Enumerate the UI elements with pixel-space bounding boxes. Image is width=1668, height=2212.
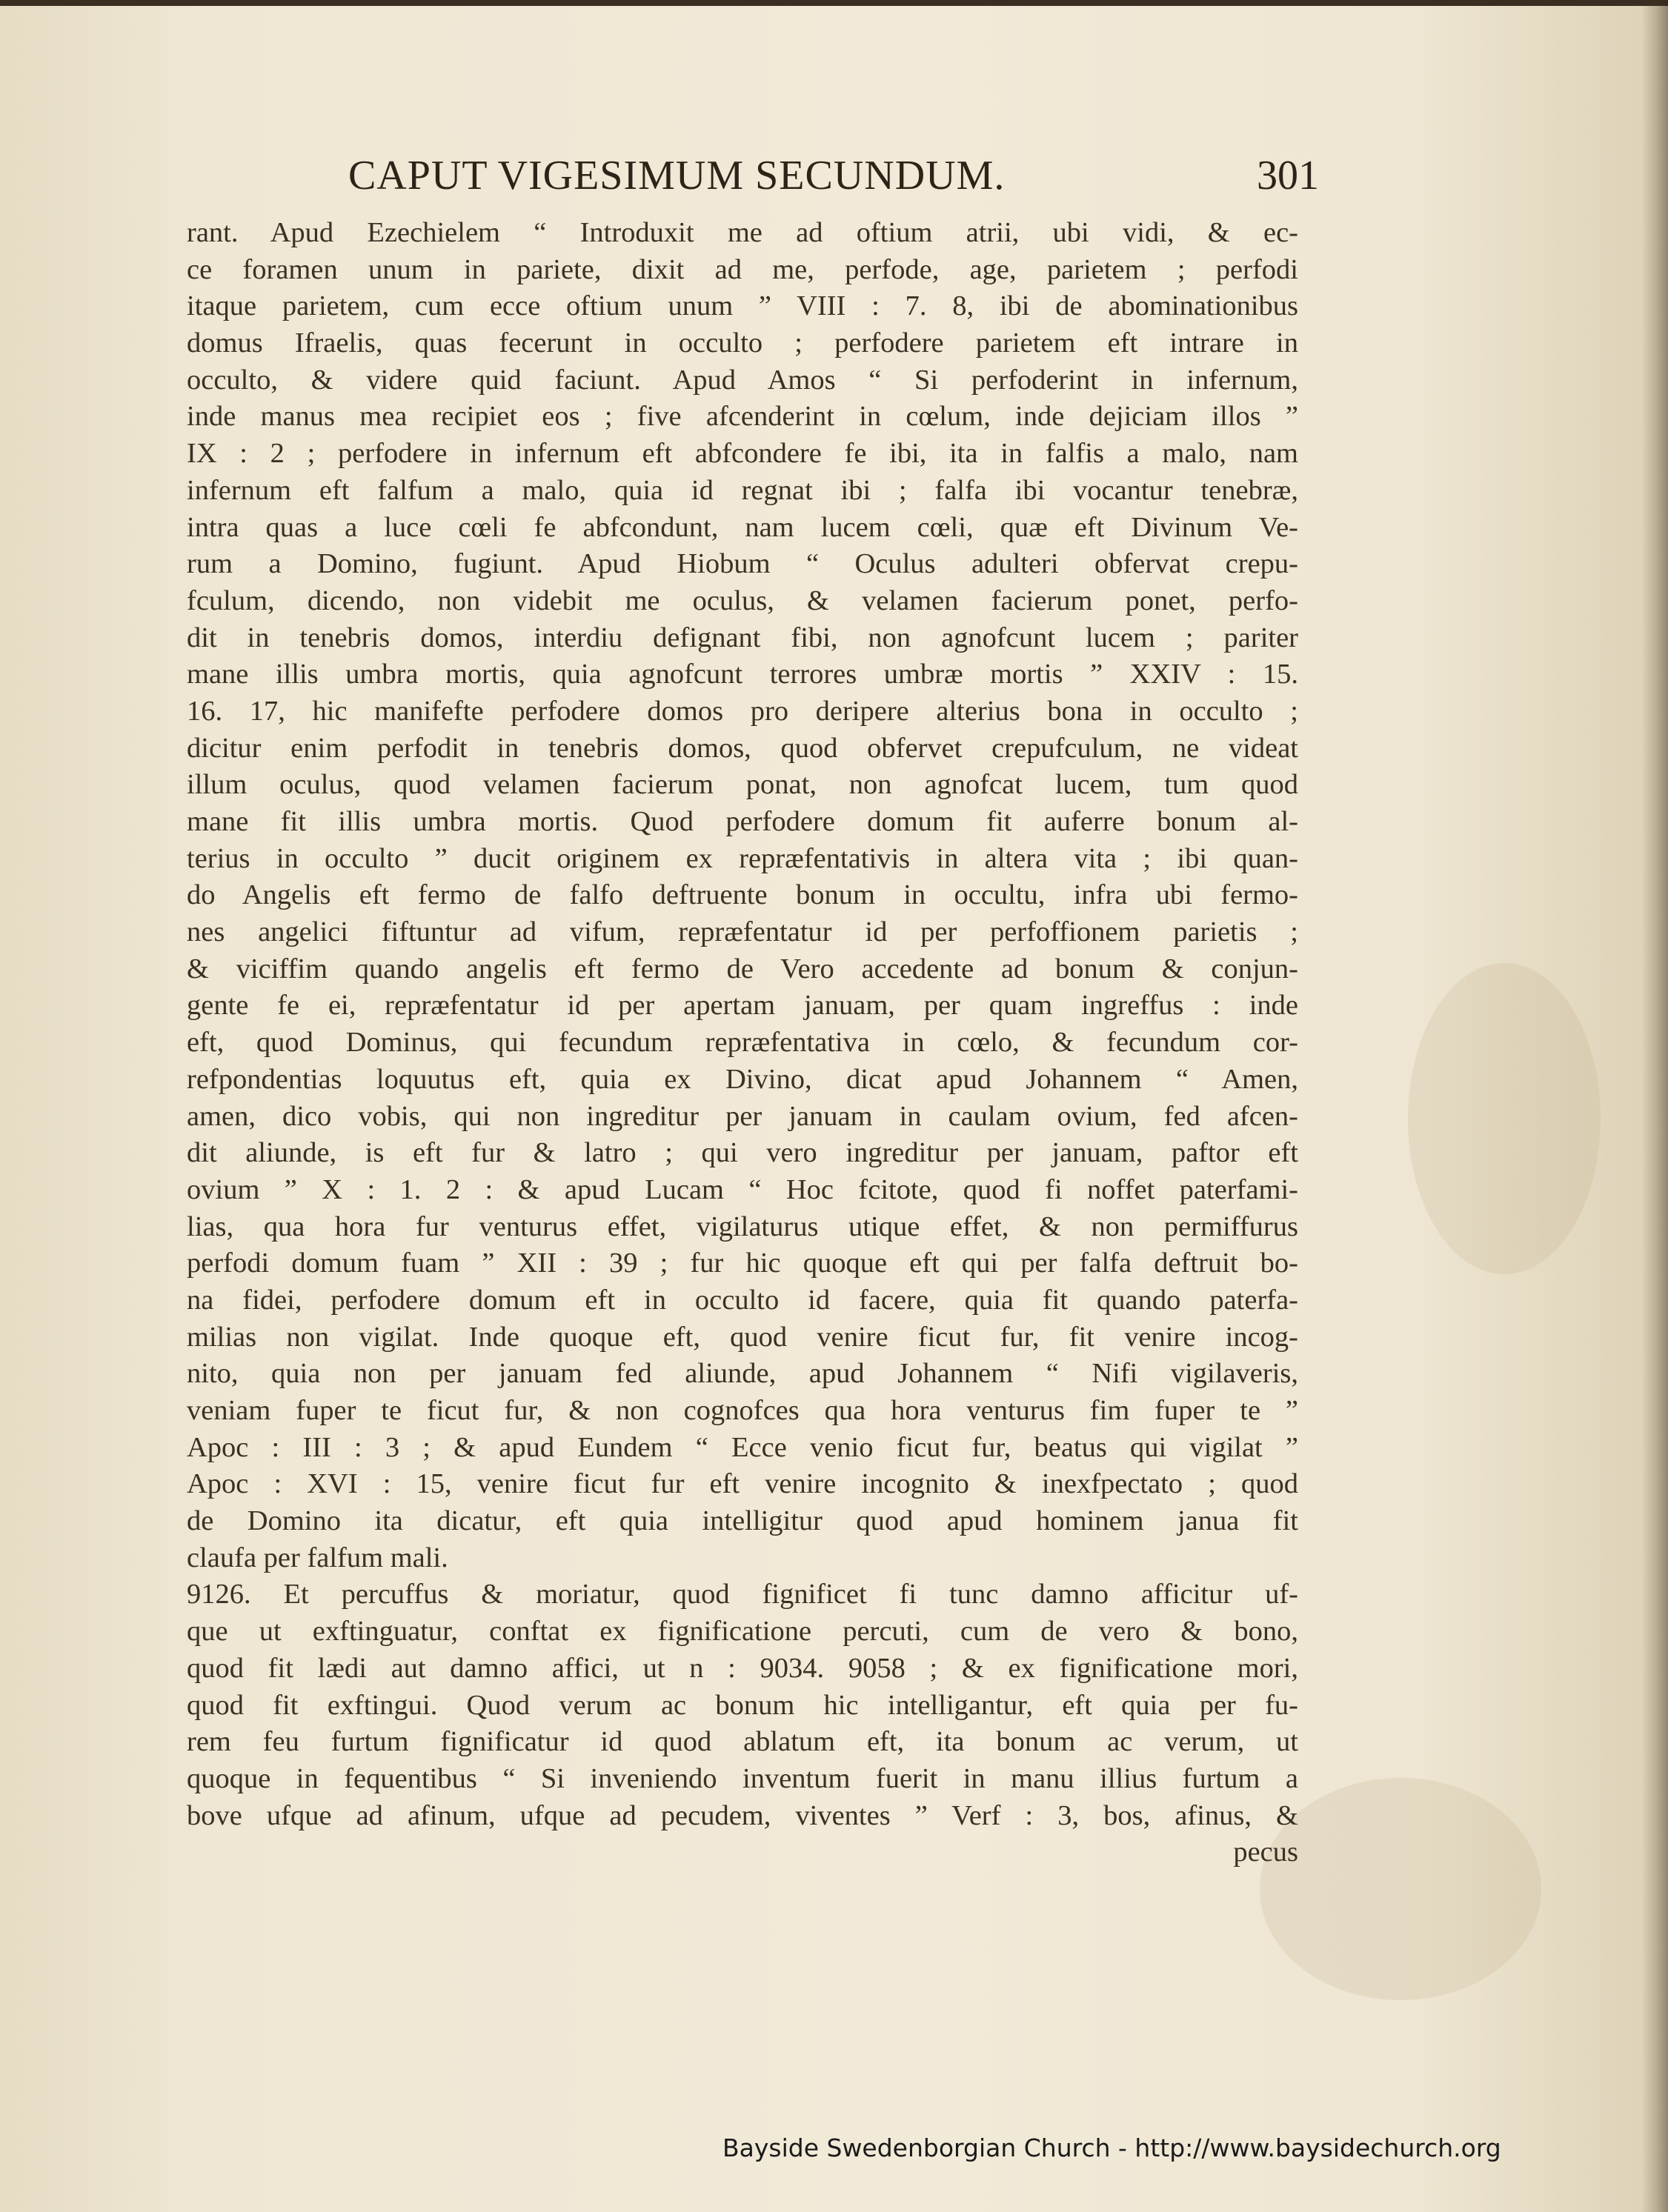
credit-watermark: Bayside Swedenborgian Church - http://www.baysidechurch.org xyxy=(722,2133,1501,2162)
text-line: IX : 2 ; perfodere in infernum eft abfcondere fe ibi, ita in falfis a malo, nam xyxy=(187,438,1298,470)
text-line: fculum, dicendo, non videbit me oculus, & velamen facierum ponet, perfo- xyxy=(187,584,1298,616)
text-line: claufa per falfum mali. xyxy=(187,1542,448,1573)
text-line: amen, dico vobis, qui non ingreditur per januam in caulam ovium, fed afcen- xyxy=(187,1100,1298,1132)
text-line: intra quas a luce cœli fe abfcondunt, nam lucem cœli, quæ eft Divinum Ve- xyxy=(187,511,1298,543)
text-line: perfodi domum fuam ” XII : 39 ; fur hic quoque eft qui per falfa deftruit bo- xyxy=(187,1247,1298,1279)
text-line: veniam fuper te ficut fur, & non cognofces qua hora venturus fim fuper te ” xyxy=(187,1395,1298,1426)
running-title: CAPUT VIGESIMUM SECUNDUM. xyxy=(348,153,1006,199)
text-line: gente fe ei, repræfentatur id per apertam januam, per quam ingreffus : inde xyxy=(187,990,1298,1022)
text-line: infernum eft falfum a malo, quia id regnat ibi ; falfa ibi vocantur tenebræ, xyxy=(187,474,1298,506)
text-line: inde manus mea recipiet eos ; five afcenderint in cœlum, inde dejiciam illos ” xyxy=(187,401,1298,433)
text-line: na fidei, perfodere domum eft in occulto id facere, quia fit quando paterfa- xyxy=(187,1284,1298,1316)
text-line: quod fit lædi aut damno affici, ut n : 9034. 9058 ; & ex fignificatione mori, xyxy=(187,1652,1298,1684)
text-line: Apoc : XVI : 15, venire ficut fur eft venire incognito & inexfpectato ; quod xyxy=(187,1468,1298,1500)
catchword: pecus xyxy=(1233,1836,1298,1868)
paper-stain xyxy=(1260,1778,1541,2000)
text-line: lias, qua hora fur venturus effet, vigilaturus utique effet, & non permiffurus xyxy=(187,1210,1298,1242)
text-line: dit aliunde, is eft fur & latro ; qui vero ingreditur per januam, paftor eft xyxy=(187,1137,1298,1169)
text-line: Apoc : III : 3 ; & apud Eundem “ Ecce venio ficut fur, beatus qui vigilat ” xyxy=(187,1431,1298,1463)
text-line: rum a Domino, fugiunt. Apud Hiobum “ Oculus adulteri obfervat crepu- xyxy=(187,548,1298,580)
text-line: mane fit illis umbra mortis. Quod perfodere domum fit auferre bonum al- xyxy=(187,806,1298,837)
text-line: terius in occulto ” ducit originem ex repræfentativis in altera vita ; ibi quan- xyxy=(187,842,1298,874)
paper-stain xyxy=(1408,963,1601,1274)
text-line: domus Ifraelis, quas fecerunt in occulto ; perfodere parietem eft intrare in xyxy=(187,327,1298,359)
text-line: eft, quod Dominus, qui fecundum repræfentativa in cœlo, & fecundum cor- xyxy=(187,1027,1298,1059)
text-line: & viciffim quando angelis eft fermo de Vero accedente ad bonum & conjun- xyxy=(187,953,1298,985)
text-line: que ut exftinguatur, conftat ex fignificatione percuti, cum de vero & bono, xyxy=(187,1616,1298,1648)
text-line: itaque parietem, cum ecce oftium unum ” VIII : 7. 8, ibi de abominationibus xyxy=(187,290,1298,322)
text-line: ovium ” X : 1. 2 : & apud Lucam “ Hoc fcitote, quod fi noffet paterfami- xyxy=(187,1173,1298,1205)
text-line: quod fit exftingui. Quod verum ac bonum hic intelligantur, eft quia per fu- xyxy=(187,1689,1298,1721)
text-line: mane illis umbra mortis, quia agnofcunt terrores umbræ mortis ” XXIV : 15. xyxy=(187,659,1298,690)
spine-shadow xyxy=(1641,0,1668,2212)
text-line: dicitur enim perfodit in tenebris domos, quod obfervet crepufculum, ne videat xyxy=(187,732,1298,764)
text-line: illum oculus, quod velamen facierum ponat, non agnofcat lucem, tum quod xyxy=(187,769,1298,801)
text-line: ce foramen unum in pariete, dixit ad me, perfode, age, parietem ; perfodi xyxy=(187,253,1298,285)
text-line: milias non vigilat. Inde quoque eft, quod venire ficut fur, fit venire incog- xyxy=(187,1321,1298,1353)
text-line: 16. 17, hic manifefte perfodere domos pro deripere alterius bona in occulto ; xyxy=(187,695,1298,727)
page-number: 301 xyxy=(1257,153,1319,199)
text-line: quoque in fequentibus “ Si inveniendo inventum fuerit in manu illius furtum a xyxy=(187,1762,1298,1794)
text-line: rem feu furtum fignificatur id quod ablatum eft, ita bonum ac verum, ut xyxy=(187,1726,1298,1758)
text-line: do Angelis eft fermo de falfo deftruente bonum in occultu, infra ubi fermo- xyxy=(187,879,1298,911)
text-line: nito, quia non per januam fed aliunde, apud Johannem “ Nifi vigilaveris, xyxy=(187,1358,1298,1390)
page-top-edge xyxy=(0,0,1668,6)
text-line: dit in tenebris domos, interdiu defignant fibi, non agnofcunt lucem ; pariter xyxy=(187,622,1298,653)
text-line: nes angelici fiftuntur ad vifum, repræfentatur id per perfoffionem parietis ; xyxy=(187,916,1298,948)
text-line: rant. Apud Ezechielem “ Introduxit me ad oftium atrii, ubi vidi, & ec- xyxy=(187,217,1298,248)
running-header xyxy=(348,152,1319,204)
text-line: refpondentias loquutus eft, quia ex Divino, dicat apud Johannem “ Amen, xyxy=(187,1063,1298,1095)
text-line: 9126. Et percuffus & moriatur, quod fignificet fi tunc damno afficitur uf- xyxy=(187,1579,1298,1610)
text-line: occulto, & videre quid faciunt. Apud Amos “ Si perfoderint in infernum, xyxy=(187,364,1298,396)
text-line: de Domino ita dicatur, eft quia intelligitur quod apud hominem janua fit xyxy=(187,1505,1298,1537)
text-line: bove ufque ad afinum, ufque ad pecudem, viventes ” Verf : 3, bos, afinus, & xyxy=(187,1799,1298,1831)
body-text xyxy=(187,215,1298,1871)
